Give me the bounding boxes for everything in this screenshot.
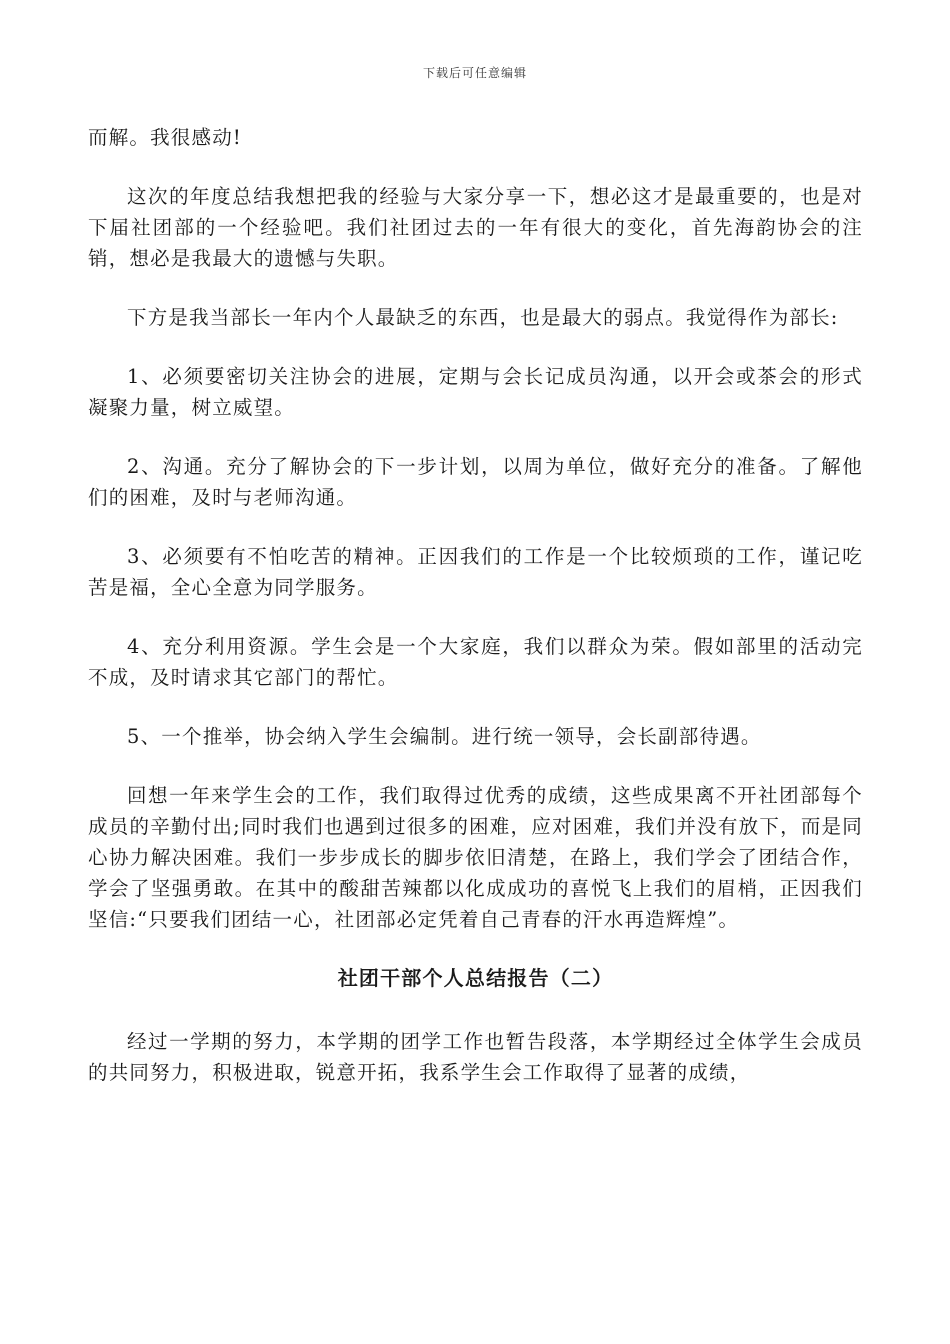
list-item-2: 2、沟通。充分了解协会的下一步计划，以周为单位，做好充分的准备。了解他们的困难，及时与老师沟通。 xyxy=(88,455,863,509)
paragraph-2: 这次的年度总结我想把我的经验与大家分享一下，想必这才是最重要的，也是对下届社团部的一个经验吧。我们社团过去的一年有很大的变化，首先海韵协会的注销，想必是我最大的遗憾与失职。 xyxy=(88,185,863,270)
page-header: 下载后可任意编辑 xyxy=(422,66,527,80)
list-item-4: 4、充分利用资源。学生会是一个大家庭，我们以群众为荣。假如部里的活动完不成，及时请求其它部门的帮忙。 xyxy=(88,635,863,689)
document-body xyxy=(88,122,863,1116)
paragraph-1: 而解。我很感动! xyxy=(88,126,242,149)
list-item-5: 5、一个推举，协会纳入学生会编制。进行统一领导，会长副部待遇。 xyxy=(127,725,762,748)
paragraph-3: 下方是我当部长一年内个人最缺乏的东西，也是最大的弱点。我觉得作为部长: xyxy=(127,306,839,329)
list-item-3: 3、必须要有不怕吃苦的精神。正因我们的工作是一个比较烦琐的工作，谨记吃苦是福，全心全意为同学服务。 xyxy=(88,545,863,599)
paragraph-closing: 经过一学期的努力，本学期的团学工作也暂告段落，本学期经过全体学生会成员的共同努力，积极进取，锐意开拓，我系学生会工作取得了显著的成绩， xyxy=(88,1030,863,1084)
paragraph-reflection: 回想一年来学生会的工作，我们取得过优秀的成绩，这些成果离不开社团部每个成员的辛勤付出;同时我们也遇到过很多的困难，应对困难，我们并没有放下，而是同心协力解决困难。我们一步步成长的脚步依旧清楚，在路上，我们学会了团结合作，学会了坚强勇敢。在其中的酸甜苦辣都以化成成功的喜悦飞上我们的眉梢，正因我们坚信:“只要我们团结一心，社团部必定凭着自己青春的汗水再造辉煌”。 xyxy=(88,784,863,931)
list-item-1: 1、必须要密切关注协会的进展，定期与会长记成员沟通，以开会或茶会的形式凝聚力量，树立威望。 xyxy=(88,365,863,419)
section-title: 社团干部个人总结报告（二） xyxy=(337,966,614,990)
